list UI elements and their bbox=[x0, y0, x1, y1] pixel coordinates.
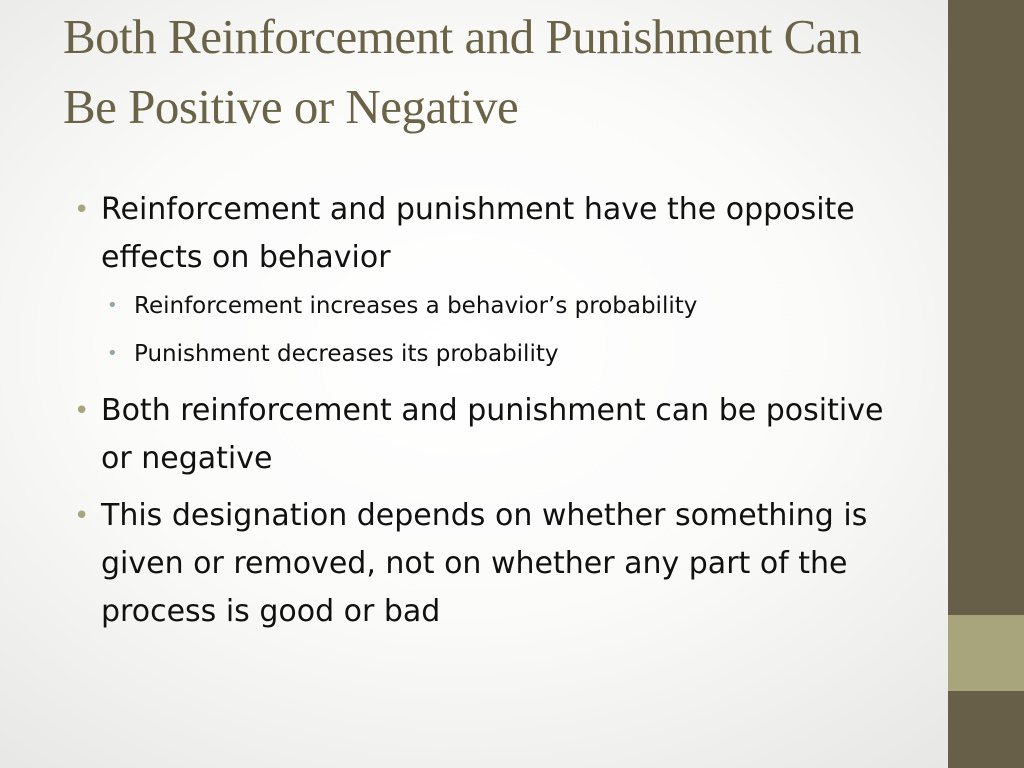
bullet-icon: • bbox=[74, 195, 90, 225]
sub-list-container bbox=[74, 282, 904, 378]
bullet-text: This designation depends on whether something is given or removed, not on whether any part of the process is good or bad bbox=[101, 498, 868, 629]
bullet-text: Both reinforcement and punishment can be positive or negative bbox=[101, 393, 884, 476]
bullet-icon: • bbox=[74, 396, 90, 426]
sub-bullet-icon: • bbox=[107, 343, 118, 364]
sub-bullet-icon: • bbox=[107, 295, 118, 316]
sub-bullet-text: Reinforcement increases a behavior’s probability bbox=[134, 293, 698, 319]
sub-bullet-text: Punishment decreases its probability bbox=[134, 341, 559, 367]
sub-bullet-item bbox=[107, 282, 904, 330]
slide-title: Both Reinforcement and Punishment Can Be Positive or Negative bbox=[63, 9, 862, 134]
bullet-icon: • bbox=[74, 501, 90, 531]
bullet-item bbox=[74, 186, 904, 282]
sub-bullet-list bbox=[74, 282, 904, 378]
bullet-item bbox=[74, 492, 904, 636]
decorative-sidebar-accent bbox=[948, 615, 1024, 691]
bullet-item bbox=[74, 387, 904, 483]
bullet-text: Reinforcement and punishment have the opposite effects on behavior bbox=[101, 192, 855, 275]
bullet-list bbox=[74, 186, 904, 645]
sub-bullet-item bbox=[107, 330, 904, 378]
